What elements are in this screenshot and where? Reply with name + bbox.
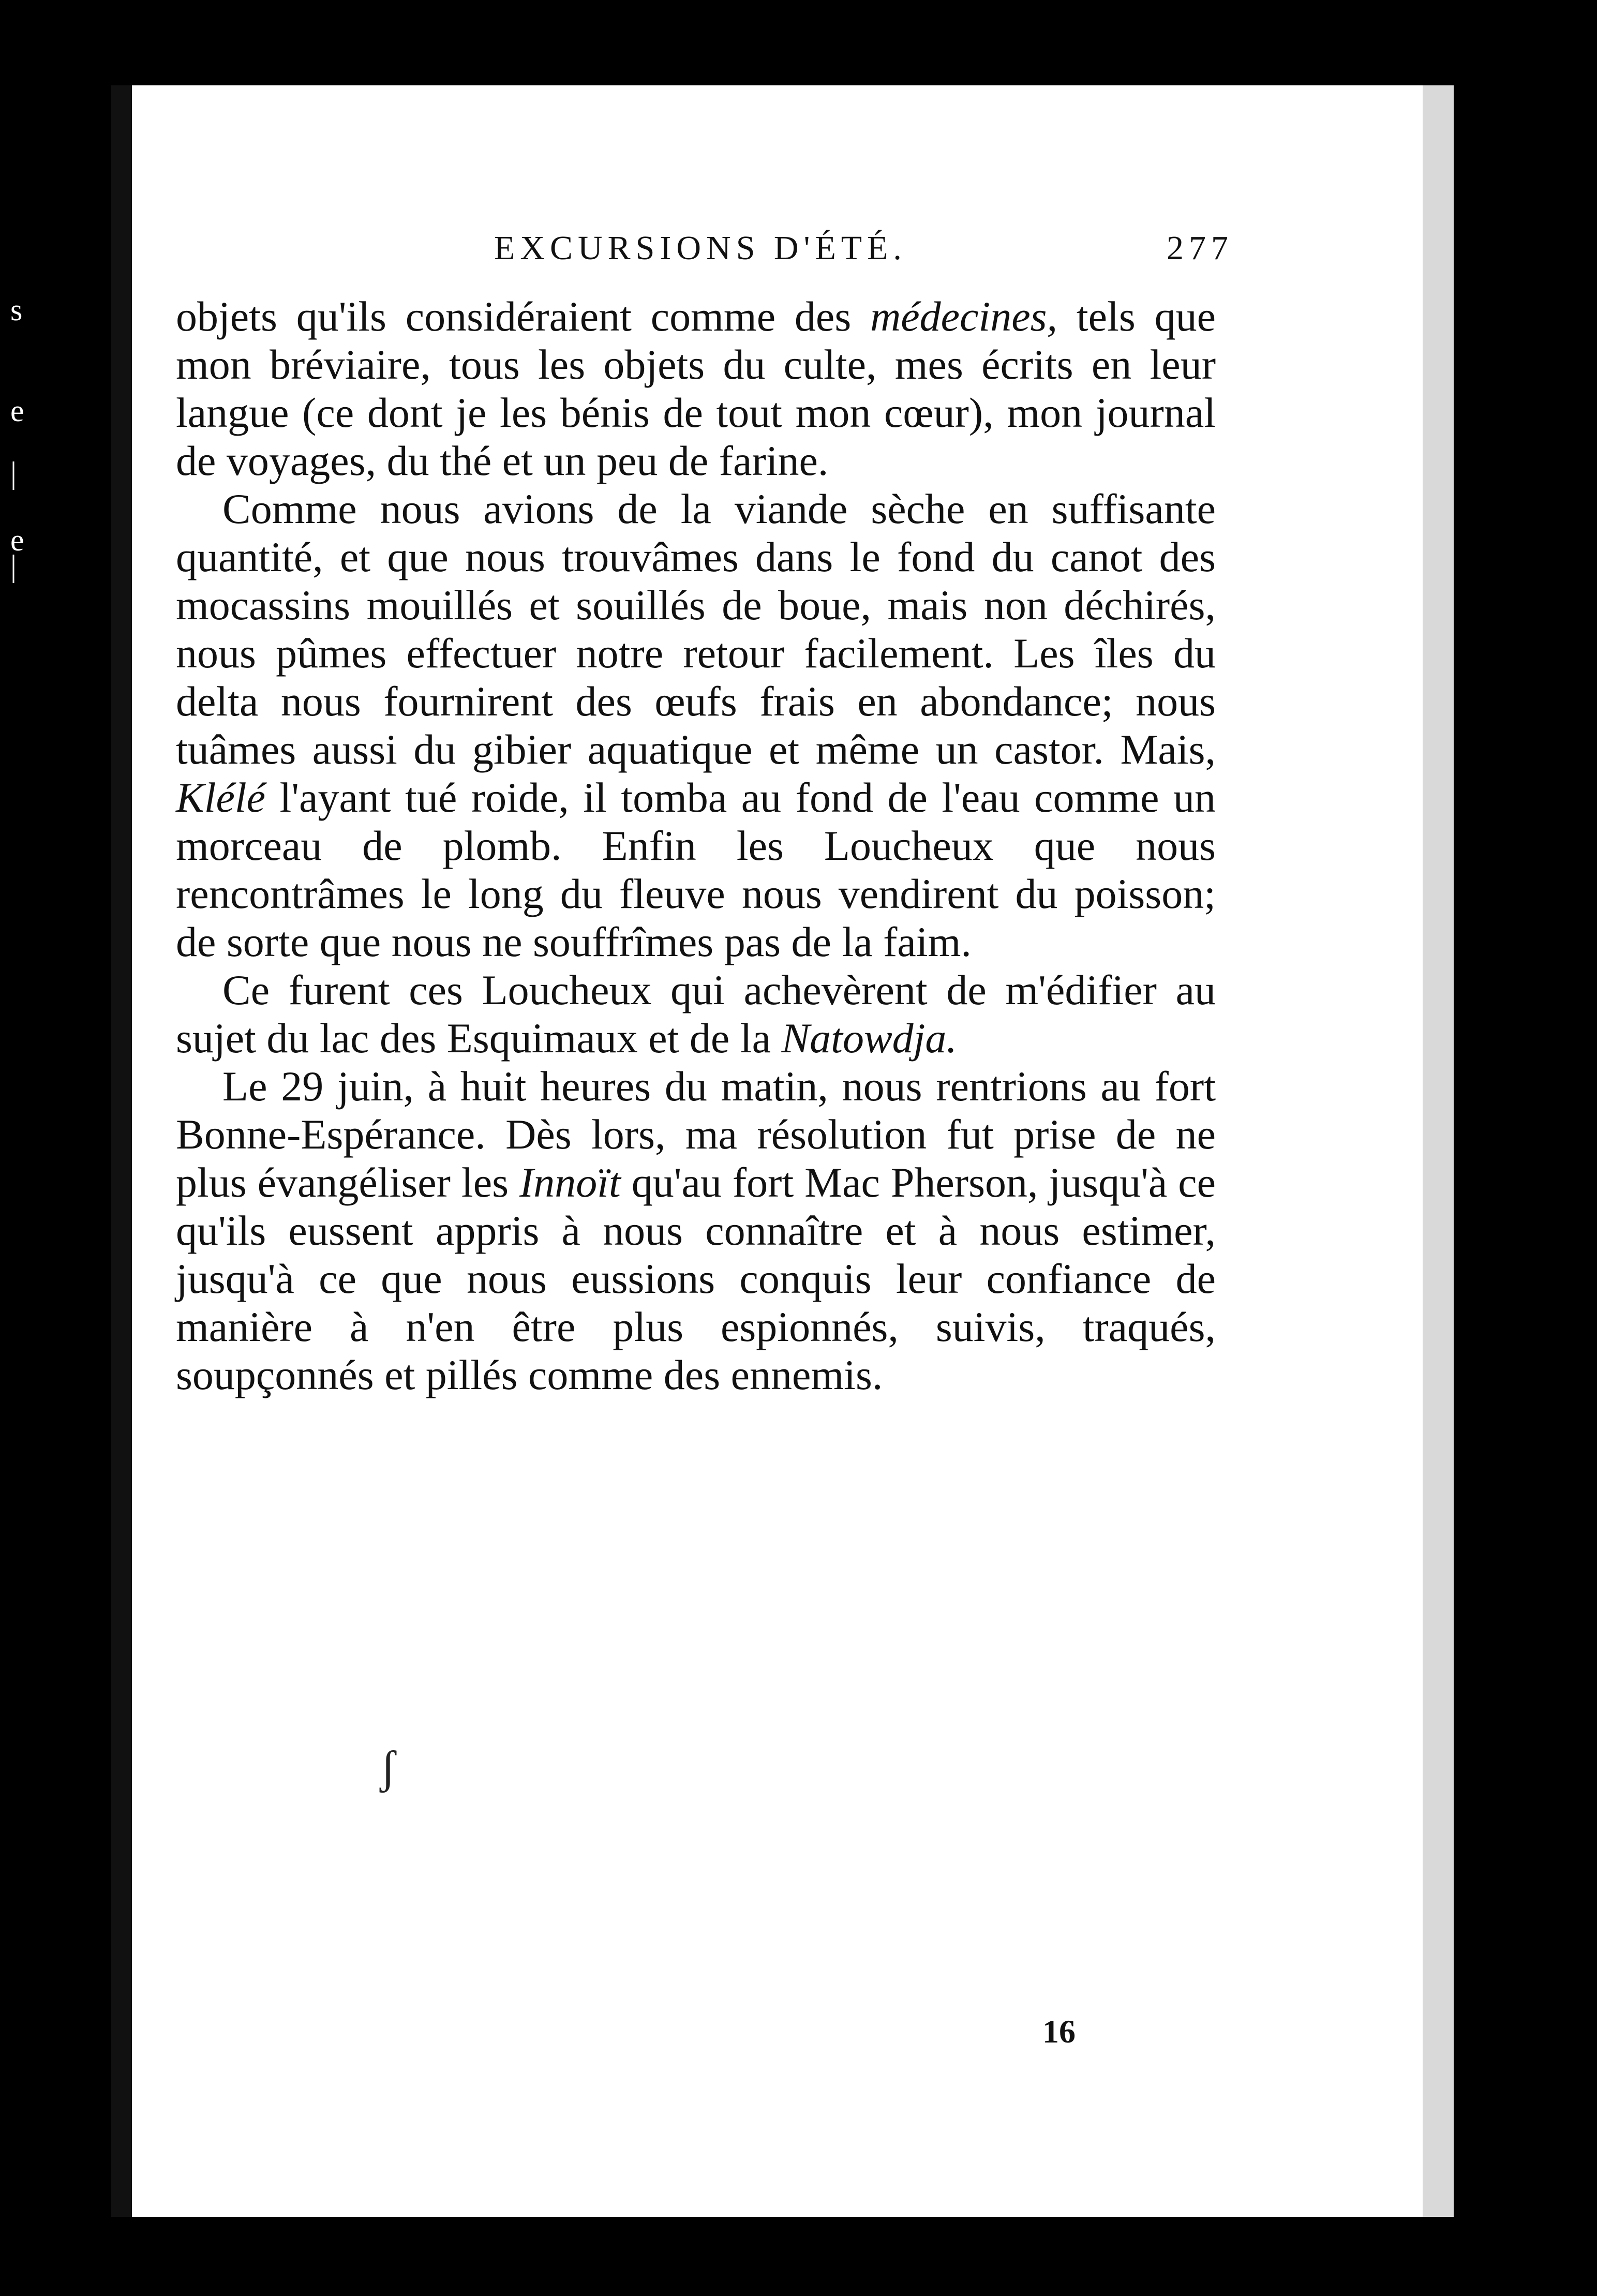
text-run: Comme nous avions de la viande sèche en suffisante quantité, et que nous trouvâmes dans le fond du canot des mocassins mouillés et souillés de boue, mais non déchirés, nous pûmes effectuer notre retour facilement. Les îles du delta nous fournirent des œufs frais en abondance; nous tuâmes aussi du gibier aquatique et même un castor. Mais, <box>176 485 1216 773</box>
pencil-mark: ʃ <box>380 1742 396 1793</box>
text-run: Ce furent ces Loucheux qui achevèrent de m'édifier au sujet du lac des Esquimaux et de la <box>176 966 1216 1062</box>
facing-page-letter: e <box>10 523 24 557</box>
text-run: qu'au fort Mac Pherson, jusqu'à ce qu'ils eussent appris à nous connaître et à nous estimer, jusqu'à ce que nous eussions conquis leur confiance de manière à n'en être plus espionnés, suivis, traqués, soupçonnés et pillés comme des ennemis. <box>176 1159 1216 1398</box>
printer-signature-mark: 16 <box>1042 2013 1076 2050</box>
body-text <box>176 292 1216 1399</box>
page-number: 277 <box>1167 229 1233 267</box>
facing-page-letter: e <box>10 394 24 428</box>
italic-term: Natowdja. <box>781 1015 957 1062</box>
text-run: Le 29 juin, à huit heures du matin, nous rentrions au fort Bonne-Espérance. Dès lors, ma résolution fut prise de ne plus évangéliser les <box>176 1063 1216 1206</box>
paragraph <box>176 1062 1216 1399</box>
facing-page-letter: | <box>10 549 17 583</box>
facing-page-letter: | <box>10 456 17 490</box>
paragraph <box>176 292 1216 485</box>
italic-term: médecines, <box>870 293 1058 340</box>
text-run: objets qu'ils considéraient comme des <box>176 293 871 340</box>
italic-term: Klélé <box>176 774 266 821</box>
text-run: tels que mon bréviaire, tous les objets du culte, mes écrits en leur langue (ce dont je les bénis de tout mon cœur), mon journal de voyages, du thé et un peu de farine. <box>176 293 1216 484</box>
text-run: l'ayant tué roide, il tomba au fond de l'eau comme un morceau de plomb. Enfin les Loucheux que nous rencontrâmes le long du fleuve nous vendirent du poisson; de sorte que nous ne souffrîmes pas de la faim. <box>176 774 1216 965</box>
book-page <box>111 85 1423 2217</box>
italic-term: Innoït <box>519 1159 621 1206</box>
page-edge-shadow <box>1423 85 1454 2217</box>
paragraph <box>176 966 1216 1062</box>
running-title: EXCURSIONS D'ÉTÉ. <box>494 229 907 267</box>
facing-page-fragment <box>0 0 111 2296</box>
paragraph <box>176 485 1216 966</box>
facing-page-letter: s <box>10 293 23 327</box>
